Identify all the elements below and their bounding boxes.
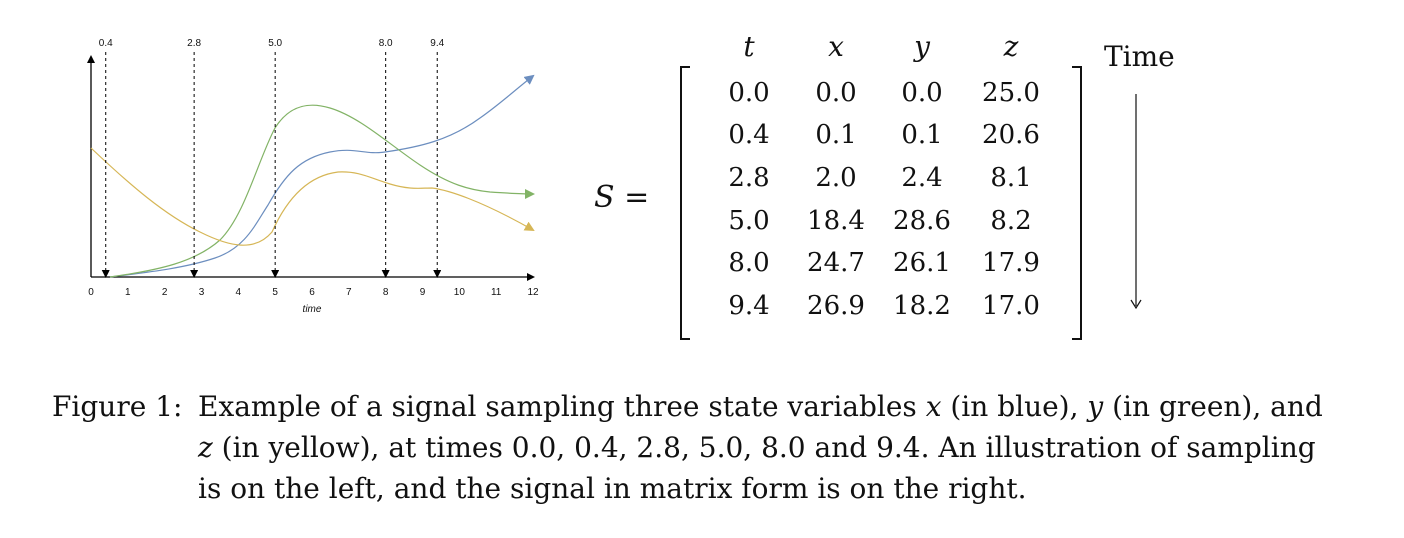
matrix-cell: 25.0: [982, 78, 1040, 108]
sample-time-label: 5.0: [268, 38, 283, 49]
matrix-cell: 24.7: [807, 248, 865, 278]
var-y: y: [1087, 390, 1104, 423]
matrix-cell: 2.8: [728, 163, 770, 193]
matrix-cell: 17.9: [982, 248, 1040, 278]
matrix-cell: 26.1: [893, 248, 951, 278]
matrix-cell: 28.6: [893, 206, 951, 236]
sample-time-label: 8.0: [378, 38, 393, 49]
sampling-plot: [0, 0, 560, 330]
caption-line-3: is on the left, and the signal in matrix form is on the right.: [198, 472, 1027, 505]
matrix-cell: 0.0: [901, 78, 943, 108]
matrix-cell: 8.1: [990, 163, 1032, 193]
left-bracket: [680, 66, 690, 340]
matrix-cell: 0.4: [728, 120, 770, 150]
caption-body: [198, 386, 1362, 509]
matrix-cell: 2.0: [815, 163, 857, 193]
matrix-cell: 8.0: [728, 248, 770, 278]
x-tick-label: 3: [198, 287, 205, 298]
x-tick-label: 9: [419, 287, 426, 298]
matrix-cell: 26.9: [807, 291, 865, 321]
right-bracket: [1072, 66, 1082, 340]
time-label: Time: [1104, 40, 1175, 73]
matrix-cell: 20.6: [982, 120, 1040, 150]
caption-line-2: z (in yellow), at times 0.0, 0.4, 2.8, 5.0, 8.0 and 9.4. An illustration of sampling: [198, 431, 1316, 464]
x-tick-label: 6: [309, 287, 315, 298]
column-header-x: x: [828, 30, 844, 63]
x-tick-label: 2: [161, 287, 168, 298]
x-tick-label: 5: [272, 287, 278, 298]
matrix-cell: 8.2: [990, 206, 1032, 236]
x-tick-label: 10: [453, 287, 465, 298]
matrix-symbol: S =: [594, 180, 650, 215]
matrix-cell: 18.2: [893, 291, 951, 321]
matrix-cell: 2.4: [901, 163, 943, 193]
sample-time-label: 2.8: [187, 38, 202, 49]
x-tick-label: 11: [490, 287, 502, 298]
matrix-cell: 9.4: [728, 291, 770, 321]
sample-time-label: 0.4: [98, 38, 113, 49]
time-arrow: [1126, 92, 1146, 312]
x-tick-label: 4: [235, 287, 242, 298]
caption-line-1: Example of a signal sampling three state variables x (in blue), y (in green), and: [198, 390, 1323, 423]
x-tick-label: 12: [527, 287, 539, 298]
x-axis-label: time: [302, 304, 322, 315]
matrix-cell: 0.1: [901, 120, 943, 150]
column-header-y: y: [914, 30, 930, 63]
matrix-cell: 5.0: [728, 206, 770, 236]
x-tick-label: 7: [346, 287, 352, 298]
matrix-cell: 0.0: [815, 78, 857, 108]
x-tick-label: 1: [125, 287, 131, 298]
column-header-z: z: [1003, 30, 1019, 63]
matrix-cell: 17.0: [982, 291, 1040, 321]
var-x: x: [925, 390, 942, 423]
var-z: z: [198, 431, 213, 464]
x-tick-label: 0: [88, 287, 94, 298]
column-header-t: t: [743, 30, 755, 63]
x-ticks: [88, 287, 539, 298]
sample-time-label: 9.4: [430, 38, 445, 49]
x-tick-label: 8: [382, 287, 389, 298]
curve-y-green: [110, 105, 533, 277]
matrix-cell: 0.0: [728, 78, 770, 108]
matrix-cell: 0.1: [815, 120, 857, 150]
curve-z-yellow: [91, 148, 533, 245]
equals-sign: =: [624, 180, 650, 215]
sample-lines: [99, 38, 445, 276]
matrix-cell: 18.4: [807, 206, 865, 236]
caption-label: Figure 1:: [52, 390, 183, 423]
